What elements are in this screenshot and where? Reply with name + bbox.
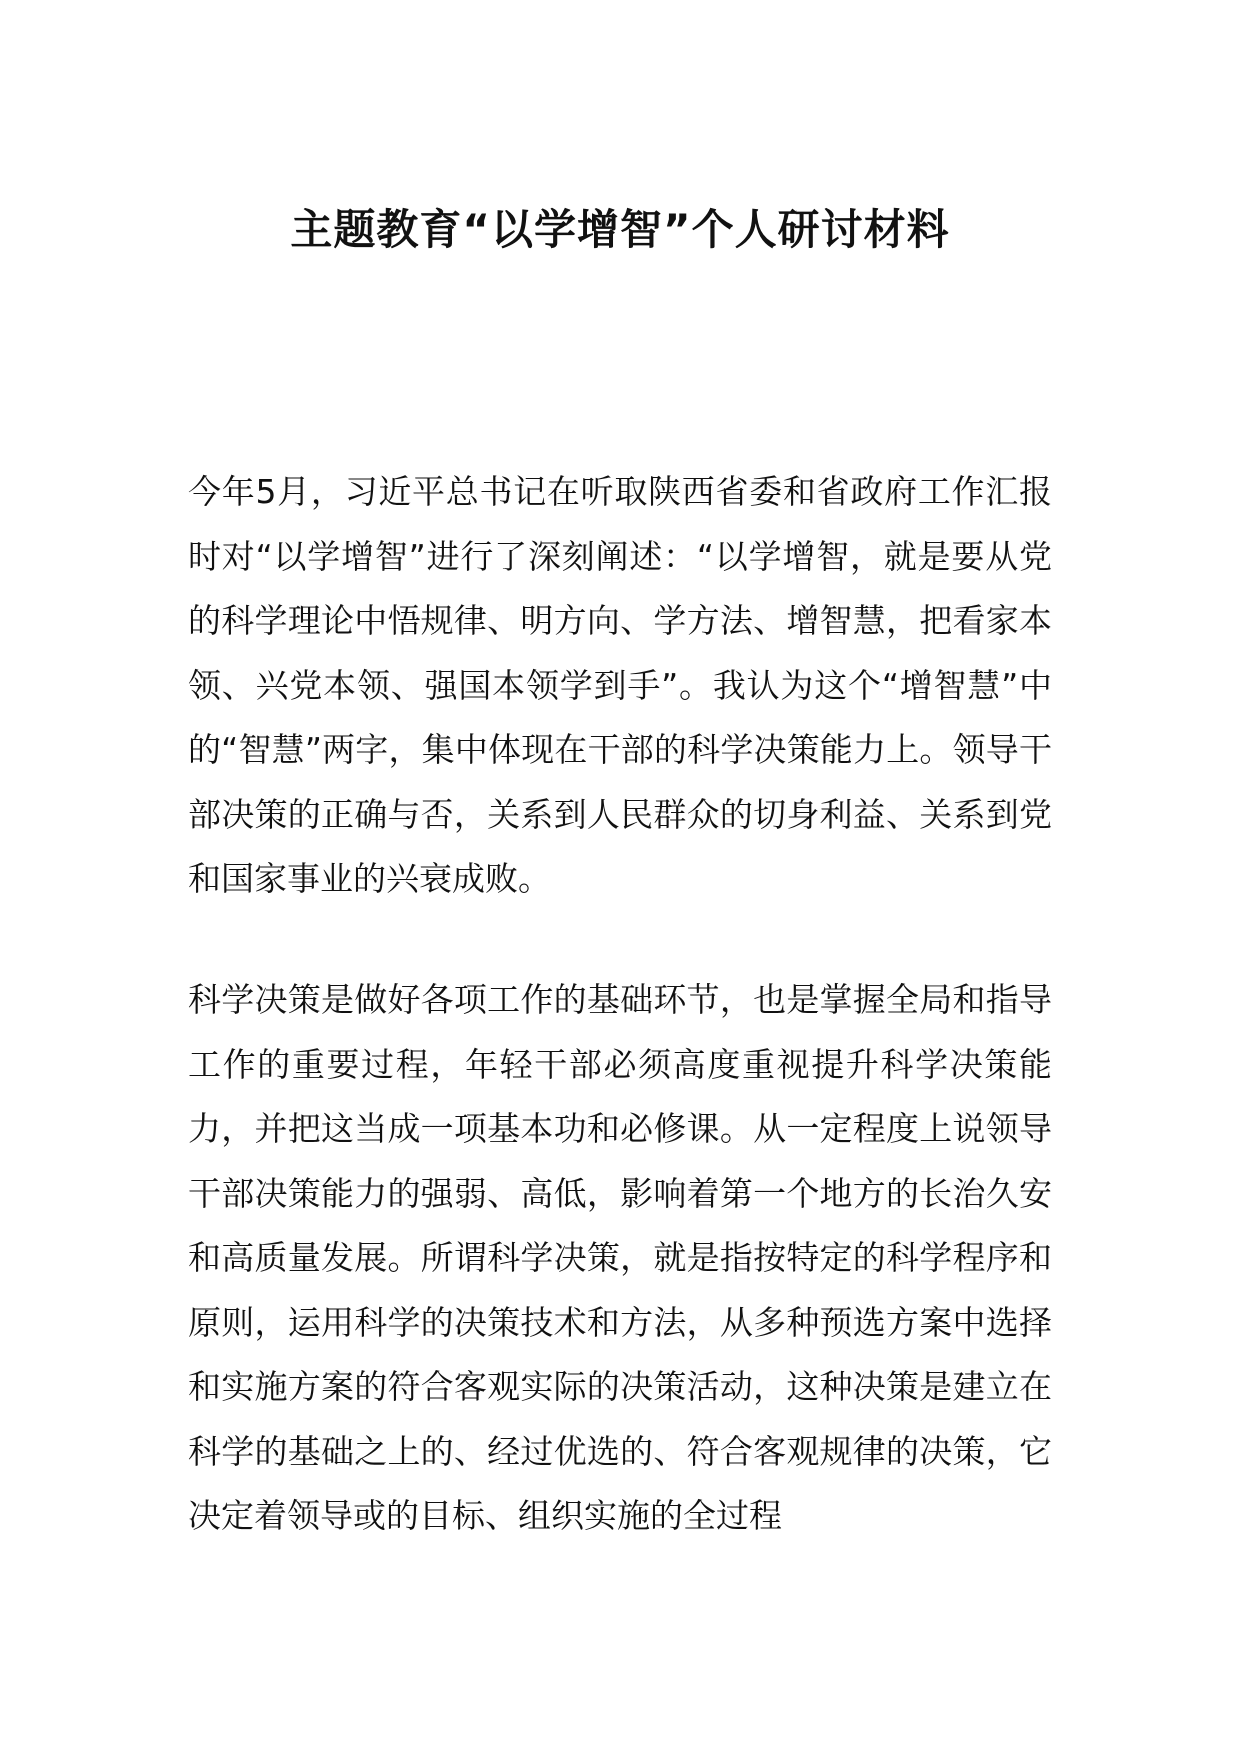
body-paragraph: 科学决策是做好各项工作的基础环节，也是掌握全局和指导工作的重要过程，年轻干部必须高度重视提升科学决策能力，并把这当成一项基本功和必修课。从一定程度上说领导干部决策能力的强弱、高低，影响着第一个地方的长治久安和高质量发展。所谓科学决策，就是指按特定的科学程序和原则，运用科学的决策技术和方法，从多种预选方案中选择和实施方案的符合客观实际的决策活动，这种决策是建立在科学的基础之上的、经过优选的、符合客观规律的决策，它决定着领导或的目标、组织实施的全过程 [188, 980, 1052, 1535]
document-title: 主题教育“以学增智”个人研讨材料 [290, 205, 950, 254]
body-paragraph: 今年5月，习近平总书记在听取陕西省委和省政府工作汇报时对“以学增智”进行了深刻阐述：“以学增智，就是要从党的科学理论中悟规律、明方向、学方法、增智慧，把看家本领、兴党本领、强国本领学到手”。我认为这个“增智慧”中的“智慧”两字，集中体现在干部的科学决策能力上。领导干部决策的正确与否，关系到人民群众的切身利益、关系到党和国家事业的兴衰成败。 [188, 472, 1052, 898]
